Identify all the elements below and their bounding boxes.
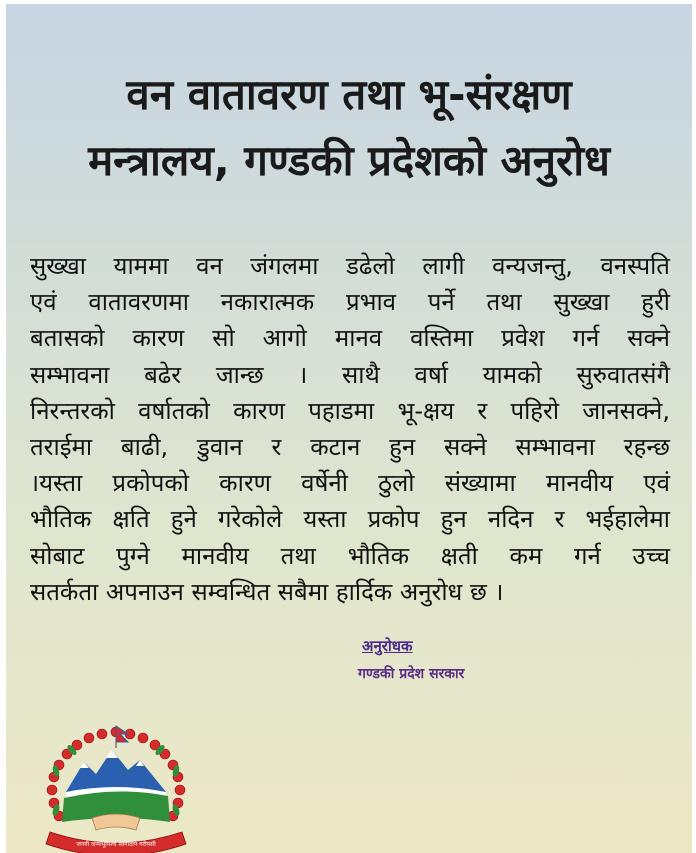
notice-poster <box>6 4 692 853</box>
body-line: भौतिक क्षति हुने गरेकोले यस्ता प्रकोप हुन नदिन र भईहालेमा <box>30 505 670 534</box>
body-line: सोबाट पुग्ने मानवीय तथा भौतिक क्षती कम गर्न उच्च <box>30 541 670 570</box>
body-line: तराईमा बाढी, डुवान र कटान हुन सक्ने सम्भावना रहन्छ <box>30 433 670 462</box>
title-line-1: वन वातावरण तथा भू-संरक्षण <box>126 70 572 119</box>
body-line: सुख्खा याममा वन जंगलमा डढेलो लागी वन्यजन्तु, वनस्पति <box>30 252 670 280</box>
emblem-motto: जननी जन्मभूमिश्च स्वर्गादपि गरीयसी <box>76 841 156 848</box>
government-name: गण्डकी प्रदेश सरकार <box>358 666 465 682</box>
body-line: निरन्तरको वर्षातको कारण पहाडमा भू-क्षय र पहिरो जानसक्ने, <box>30 396 670 425</box>
body-line: बतासको कारण सो आगो मानव वस्तिमा प्रवेश गर्न सक्ने <box>30 324 670 353</box>
requester-label: अनुरोधक <box>362 637 413 655</box>
body-line: एवं वातावरणमा नकारात्मक प्रभाव पर्ने तथा सुख्खा हुरी <box>30 288 670 317</box>
title-line-2: मन्त्रालय, गण्डकी प्रदेशको अनुरोध <box>88 136 610 185</box>
body-line: सतर्कता अपनाउन सम्वन्धित सबैमा हार्दिक अनुरोध छ । <box>30 577 504 606</box>
notice-title <box>6 62 692 194</box>
body-line: ।यस्ता प्रकोपको कारण वर्षेनी ठुलो संख्यामा मानवीय एवं <box>30 469 670 498</box>
body-line: सम्भावना बढेर जान्छ । साथै वर्षा यामको सुरुवातसंगै <box>30 360 670 389</box>
notice-body <box>30 248 670 610</box>
handshake <box>92 814 140 830</box>
nepal-government-emblem-icon <box>36 722 196 853</box>
